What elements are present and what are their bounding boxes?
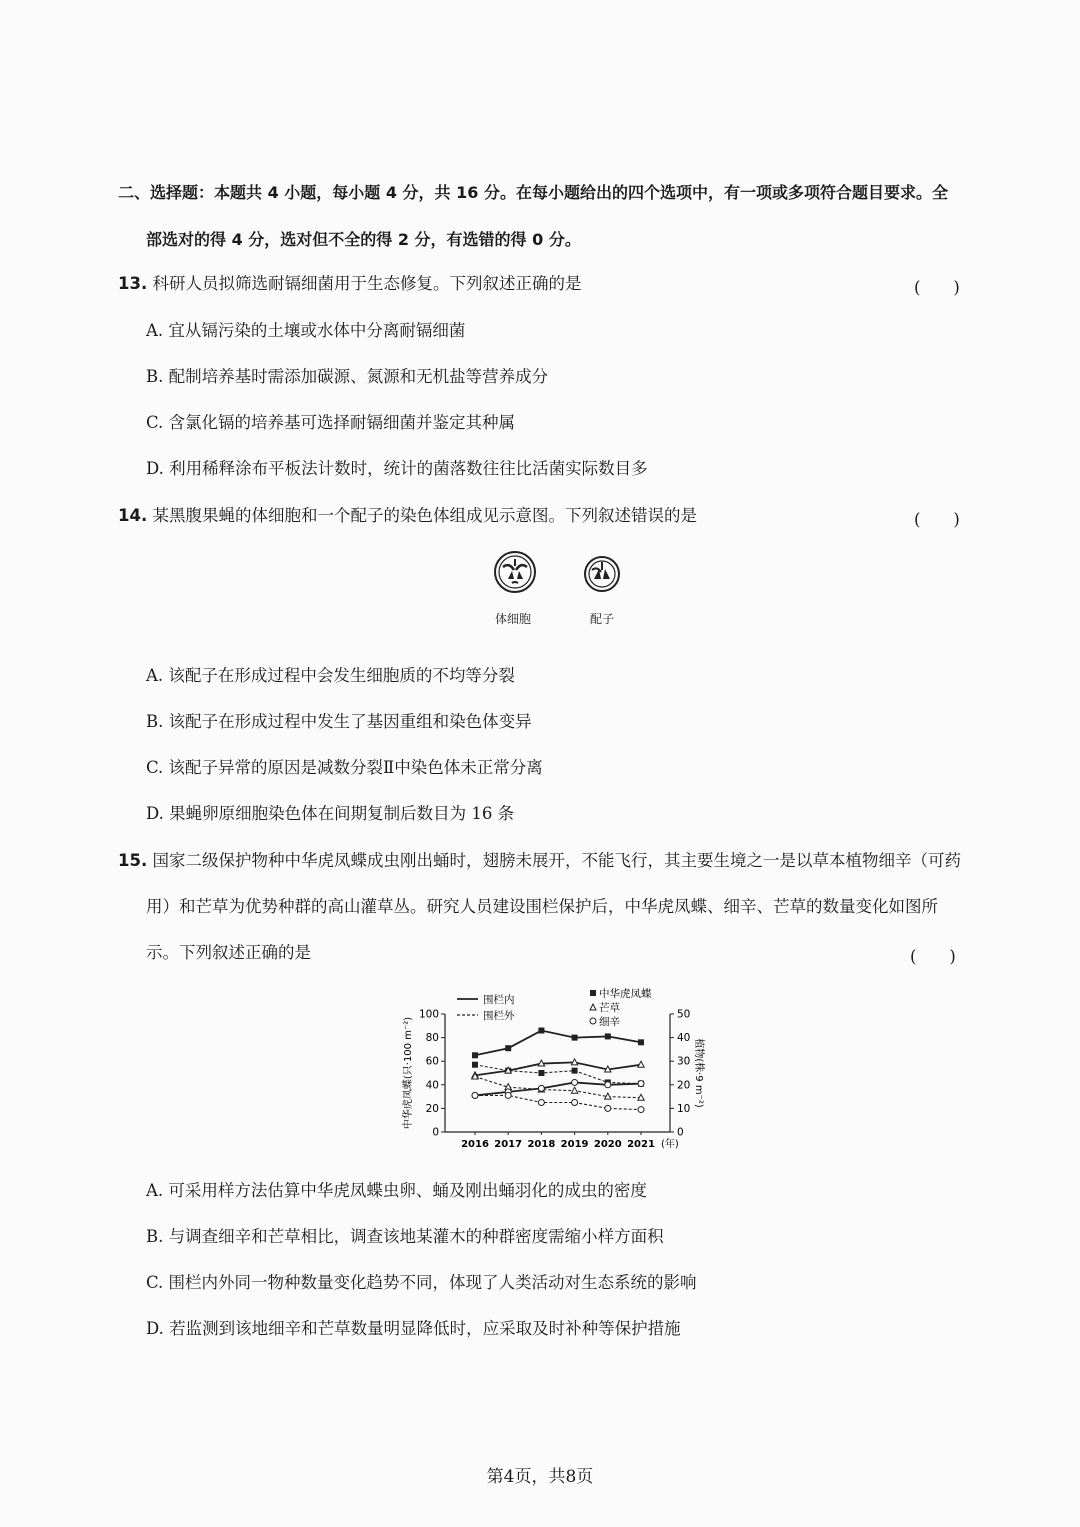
question-number: 14. — [118, 506, 148, 525]
x-tick-label: 2021 — [627, 1139, 655, 1150]
legend-triangle-marker — [590, 1004, 596, 1010]
question-14-stem — [118, 505, 697, 527]
y-tick-label-left: 20 — [425, 1102, 439, 1115]
gamete-icon — [585, 557, 619, 591]
question-text: 某黑腹果蝇的体细胞和一个配子的染色体组成见示意图。下列叙述错误的是 — [152, 506, 697, 525]
y-axis-title-left: 中华虎凤蝶(只·100 m⁻²) — [403, 1016, 414, 1130]
y-tick-label-right: 10 — [677, 1102, 691, 1115]
data-point-circle — [638, 1107, 644, 1113]
data-point-square — [538, 1028, 544, 1034]
x-tick-label: 2018 — [527, 1139, 556, 1150]
question-13-stem — [118, 273, 581, 295]
answer-blank-15: ( ) — [910, 947, 956, 966]
data-point-square — [538, 1070, 544, 1076]
q14-option-c: C. 该配子异常的原因是减数分裂Ⅱ中染色体未正常分离 — [146, 758, 543, 777]
gamete-label: 配子 — [590, 612, 615, 626]
q15-option-c: C. 围栏内外同一物种数量变化趋势不同，体现了人类活动对生态系统的影响 — [146, 1273, 697, 1292]
data-point-square — [572, 1068, 578, 1074]
legend-circle-marker — [590, 1018, 596, 1024]
question-15-stem-line3: 示。下列叙述正确的是 — [146, 943, 311, 962]
series-grass-outside — [472, 1073, 644, 1100]
series-butterfly-outside — [472, 1062, 644, 1087]
somatic-cell-label: 体细胞 — [495, 612, 532, 626]
q14-option-d: D. 果蝇卵原细胞染色体在间期复制后数目为 16 条 — [146, 804, 515, 823]
x-axis-unit: (年) — [661, 1139, 679, 1150]
q15-option-a: A. 可采用样方法估算中华虎凤蝶虫卵、蛹及刚出蛹羽化的成虫的密度 — [146, 1181, 647, 1200]
chromosome-diagram — [486, 548, 626, 598]
y-tick-label-right: 50 — [677, 1008, 691, 1021]
population-line-chart — [395, 982, 704, 1154]
q13-option-b: B. 配制培养基时需添加碳源、氮源和无机盐等营养成分 — [146, 367, 549, 386]
series-line — [475, 1031, 641, 1056]
y-axis-title-right: 植物(株·9 m⁻²) — [693, 1038, 704, 1108]
data-point-square — [505, 1045, 511, 1051]
legend-square-marker — [590, 990, 596, 996]
q13-option-a: A. 宜从镉污染的土壤或水体中分离耐镉细菌 — [146, 321, 466, 340]
x-tick-label: 2017 — [494, 1139, 523, 1150]
series-butterfly-inside — [472, 1028, 644, 1059]
somatic-cell-icon — [495, 552, 535, 592]
y-tick-label-right: 20 — [677, 1079, 691, 1092]
data-point-square — [472, 1062, 478, 1068]
q15-option-d: D. 若监测到该地细辛和芒草数量明显降低时，应采取及时补种等保护措施 — [146, 1319, 681, 1338]
page-footer: 第4页，共8页 — [486, 1467, 594, 1487]
data-point-square — [572, 1035, 578, 1041]
y-tick-label-right: 30 — [677, 1055, 691, 1068]
y-tick-label-right: 0 — [677, 1126, 684, 1139]
y-tick-label-left: 60 — [425, 1055, 439, 1068]
question-15-stem-line1 — [118, 850, 961, 872]
y-tick-label-left: 80 — [425, 1032, 439, 1045]
data-point-circle — [638, 1081, 644, 1087]
question-number: 13. — [118, 274, 148, 293]
legend-label-inside: 围栏内 — [483, 994, 515, 1006]
data-point-square — [638, 1039, 644, 1045]
data-point-square — [605, 1033, 611, 1039]
data-point-circle — [472, 1092, 478, 1098]
legend-label-butterfly: 中华虎凤蝶 — [599, 988, 652, 1000]
y-tick-label-left: 0 — [432, 1126, 439, 1139]
chart-axes — [401, 1009, 706, 1151]
y-tick-label-left: 100 — [418, 1008, 439, 1021]
x-tick-label: 2019 — [560, 1139, 589, 1150]
answer-blank-13: ( ) — [914, 278, 960, 297]
q15-option-b: B. 与调查细辛和芒草相比，调查该地某灌木的种群密度需缩小样方面积 — [146, 1227, 664, 1246]
data-point-circle — [538, 1085, 544, 1091]
x-tick-label: 2016 — [461, 1139, 489, 1150]
q13-option-c: C. 含氯化镉的培养基可选择耐镉细菌并鉴定其种属 — [146, 413, 516, 432]
question-number: 15. — [118, 851, 148, 870]
data-point-square — [472, 1052, 478, 1058]
legend-label-grass: 芒草 — [599, 1002, 620, 1014]
q14-option-b: B. 该配子在形成过程中发生了基因重组和染色体变异 — [146, 712, 532, 731]
legend-label-asarum: 细辛 — [599, 1016, 620, 1028]
series-line — [475, 1095, 641, 1109]
y-tick-label-left: 40 — [425, 1079, 439, 1092]
section-header-line2: 部选对的得 4 分，选对但不全的得 2 分，有选错的得 0 分。 — [146, 230, 581, 249]
section-header-line1: 二、选择题：本题共 4 小题，每小题 4 分，共 16 分。在每小题给出的四个选项中，有一项或多项符合题目要求。全 — [118, 183, 948, 202]
data-point-circle — [572, 1079, 578, 1085]
y-tick-label-right: 40 — [677, 1032, 691, 1045]
data-point-circle — [538, 1100, 544, 1106]
legend-label-outside: 围栏外 — [483, 1010, 515, 1022]
question-text: 国家二级保护物种中华虎凤蝶成虫刚出蛹时，翅膀未展开，不能飞行，其主要生境之一是以草本植物细辛（可药 — [152, 851, 961, 870]
data-point-circle — [572, 1100, 578, 1106]
chart-series — [472, 1028, 644, 1113]
answer-blank-14: ( ) — [914, 510, 960, 529]
data-point-circle — [605, 1105, 611, 1111]
q13-option-d: D. 利用稀释涂布平板法计数时，统计的菌落数往往比活菌实际数目多 — [146, 459, 648, 478]
data-point-circle — [505, 1092, 511, 1098]
chart-legend — [457, 987, 652, 1028]
series-asarum-outside — [472, 1092, 644, 1112]
series-line — [475, 1077, 641, 1098]
q14-option-a: A. 该配子在形成过程中会发生细胞质的不均等分裂 — [146, 666, 515, 685]
data-point-triangle — [571, 1087, 577, 1093]
question-15-stem-line2: 用）和芒草为优势种群的高山灌草丛。研究人员建设围栏保护后，中华虎凤蝶、细辛、芒草的数量变化如图所 — [146, 897, 938, 916]
data-point-circle — [605, 1082, 611, 1088]
x-tick-label: 2020 — [593, 1139, 622, 1150]
question-text: 科研人员拟筛选耐镉细菌用于生态修复。下列叙述正确的是 — [152, 274, 582, 293]
